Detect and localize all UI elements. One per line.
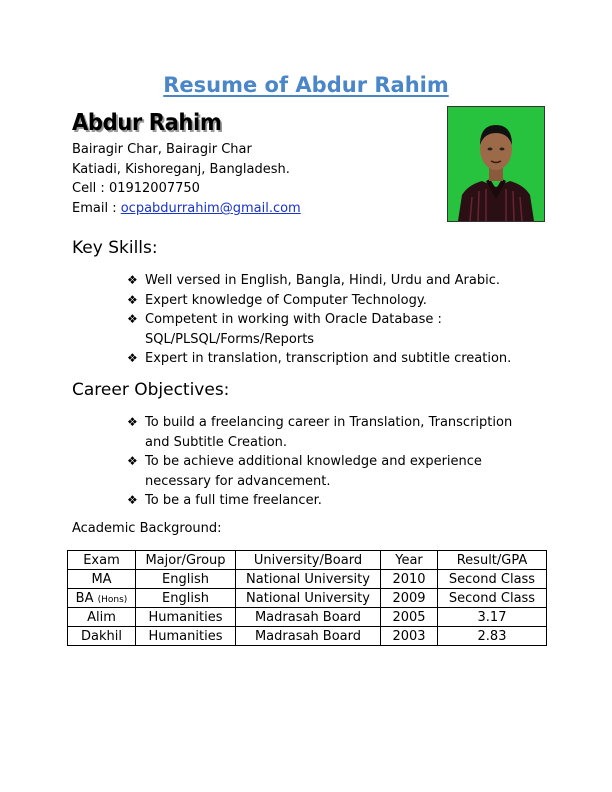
address-line-1: Bairagir Char, Bairagir Char bbox=[72, 142, 252, 157]
list-item-text: Well versed in English, Bangla, Hindi, Urdu and Arabic. bbox=[145, 273, 500, 288]
list-item-text: Competent in working with Oracle Database : bbox=[145, 312, 442, 328]
career-objectives-heading: Career Objectives: bbox=[72, 380, 230, 400]
table-row bbox=[68, 570, 547, 589]
column-header: Year bbox=[381, 551, 438, 570]
year-cell: 2005 bbox=[381, 608, 438, 627]
year-cell: 2009 bbox=[381, 589, 438, 608]
exam-cell bbox=[68, 589, 136, 608]
bullet-icon: ❖ bbox=[127, 351, 138, 366]
list-item bbox=[127, 349, 547, 369]
column-header: Exam bbox=[68, 551, 136, 570]
bullet-icon: ❖ bbox=[127, 312, 138, 327]
key-skills-heading: Key Skills: bbox=[72, 238, 158, 258]
profile-photo bbox=[447, 106, 545, 222]
bullet-icon: ❖ bbox=[127, 493, 138, 508]
result-cell: Second Class bbox=[438, 589, 547, 608]
list-item bbox=[127, 291, 547, 311]
list-item bbox=[127, 452, 547, 491]
candidate-name: Abdur Rahim bbox=[72, 110, 222, 136]
list-item-text: To build a freelancing career in Translation, Transcription bbox=[145, 415, 513, 430]
board-cell: Madrasah Board bbox=[236, 608, 381, 627]
result-cell: 3.17 bbox=[438, 608, 547, 627]
table-header-row bbox=[68, 551, 547, 570]
exam-name: BA bbox=[75, 590, 94, 606]
column-header: University/Board bbox=[236, 551, 381, 570]
major-cell: Humanities bbox=[136, 608, 236, 627]
bullet-icon: ❖ bbox=[127, 454, 138, 469]
year-cell: 2003 bbox=[381, 627, 438, 646]
major-cell: English bbox=[136, 570, 236, 589]
list-item-text: SQL/PLSQL/Forms/Reports bbox=[145, 331, 315, 347]
document-title: Resume of Abdur Rahim bbox=[163, 73, 449, 97]
academic-background-heading: Academic Background: bbox=[72, 521, 222, 536]
list-item-text: Expert knowledge of Computer Technology. bbox=[145, 292, 427, 308]
exam-cell bbox=[68, 627, 136, 646]
email-label: Email : bbox=[72, 201, 121, 217]
address-line-2: Katiadi, Kishoreganj, Bangladesh. bbox=[72, 161, 290, 177]
exam-cell bbox=[68, 608, 136, 627]
list-item-text: To be a full time freelancer. bbox=[145, 493, 322, 509]
result-cell: 2.83 bbox=[438, 627, 547, 646]
table-row bbox=[68, 589, 547, 608]
portrait-illustration bbox=[448, 107, 544, 221]
cell-number: Cell : 01912007750 bbox=[72, 181, 200, 197]
major-cell: Humanities bbox=[136, 627, 236, 646]
bullet-icon: ❖ bbox=[127, 273, 138, 287]
bullet-icon: ❖ bbox=[127, 415, 138, 429]
column-header: Result/GPA bbox=[438, 551, 547, 570]
table-row bbox=[68, 627, 547, 646]
board-cell: National University bbox=[236, 570, 381, 589]
board-cell: Madrasah Board bbox=[236, 627, 381, 646]
board-cell: National University bbox=[236, 589, 381, 608]
contact-block bbox=[72, 140, 301, 219]
list-item bbox=[127, 491, 547, 511]
exam-name: Dakhil bbox=[81, 628, 122, 644]
major-cell: English bbox=[136, 589, 236, 608]
list-item-text: necessary for advancement. bbox=[145, 473, 331, 489]
year-cell: 2010 bbox=[381, 570, 438, 589]
email-line bbox=[72, 199, 301, 219]
exam-name: MA bbox=[91, 571, 112, 587]
list-item-text: and Subtitle Creation. bbox=[145, 434, 288, 450]
exam-name: Alim bbox=[87, 609, 116, 625]
exam-cell bbox=[68, 570, 136, 589]
table-row bbox=[68, 608, 547, 627]
key-skills-list bbox=[127, 271, 547, 369]
list-item bbox=[127, 413, 547, 452]
career-objectives-list bbox=[127, 413, 547, 511]
list-item-text: Expert in translation, transcription and subtitle creation. bbox=[145, 351, 512, 367]
email-link[interactable]: ocpabdurrahim@gmail.com bbox=[120, 201, 301, 217]
list-item bbox=[127, 310, 547, 349]
academic-table bbox=[67, 550, 547, 646]
bullet-icon: ❖ bbox=[127, 292, 138, 307]
exam-suffix: (Hons) bbox=[97, 594, 128, 605]
result-cell: Second Class bbox=[438, 570, 547, 589]
list-item bbox=[127, 271, 547, 291]
list-item-text: To be achieve additional knowledge and experience bbox=[145, 454, 482, 470]
column-header: Major/Group bbox=[136, 551, 236, 570]
